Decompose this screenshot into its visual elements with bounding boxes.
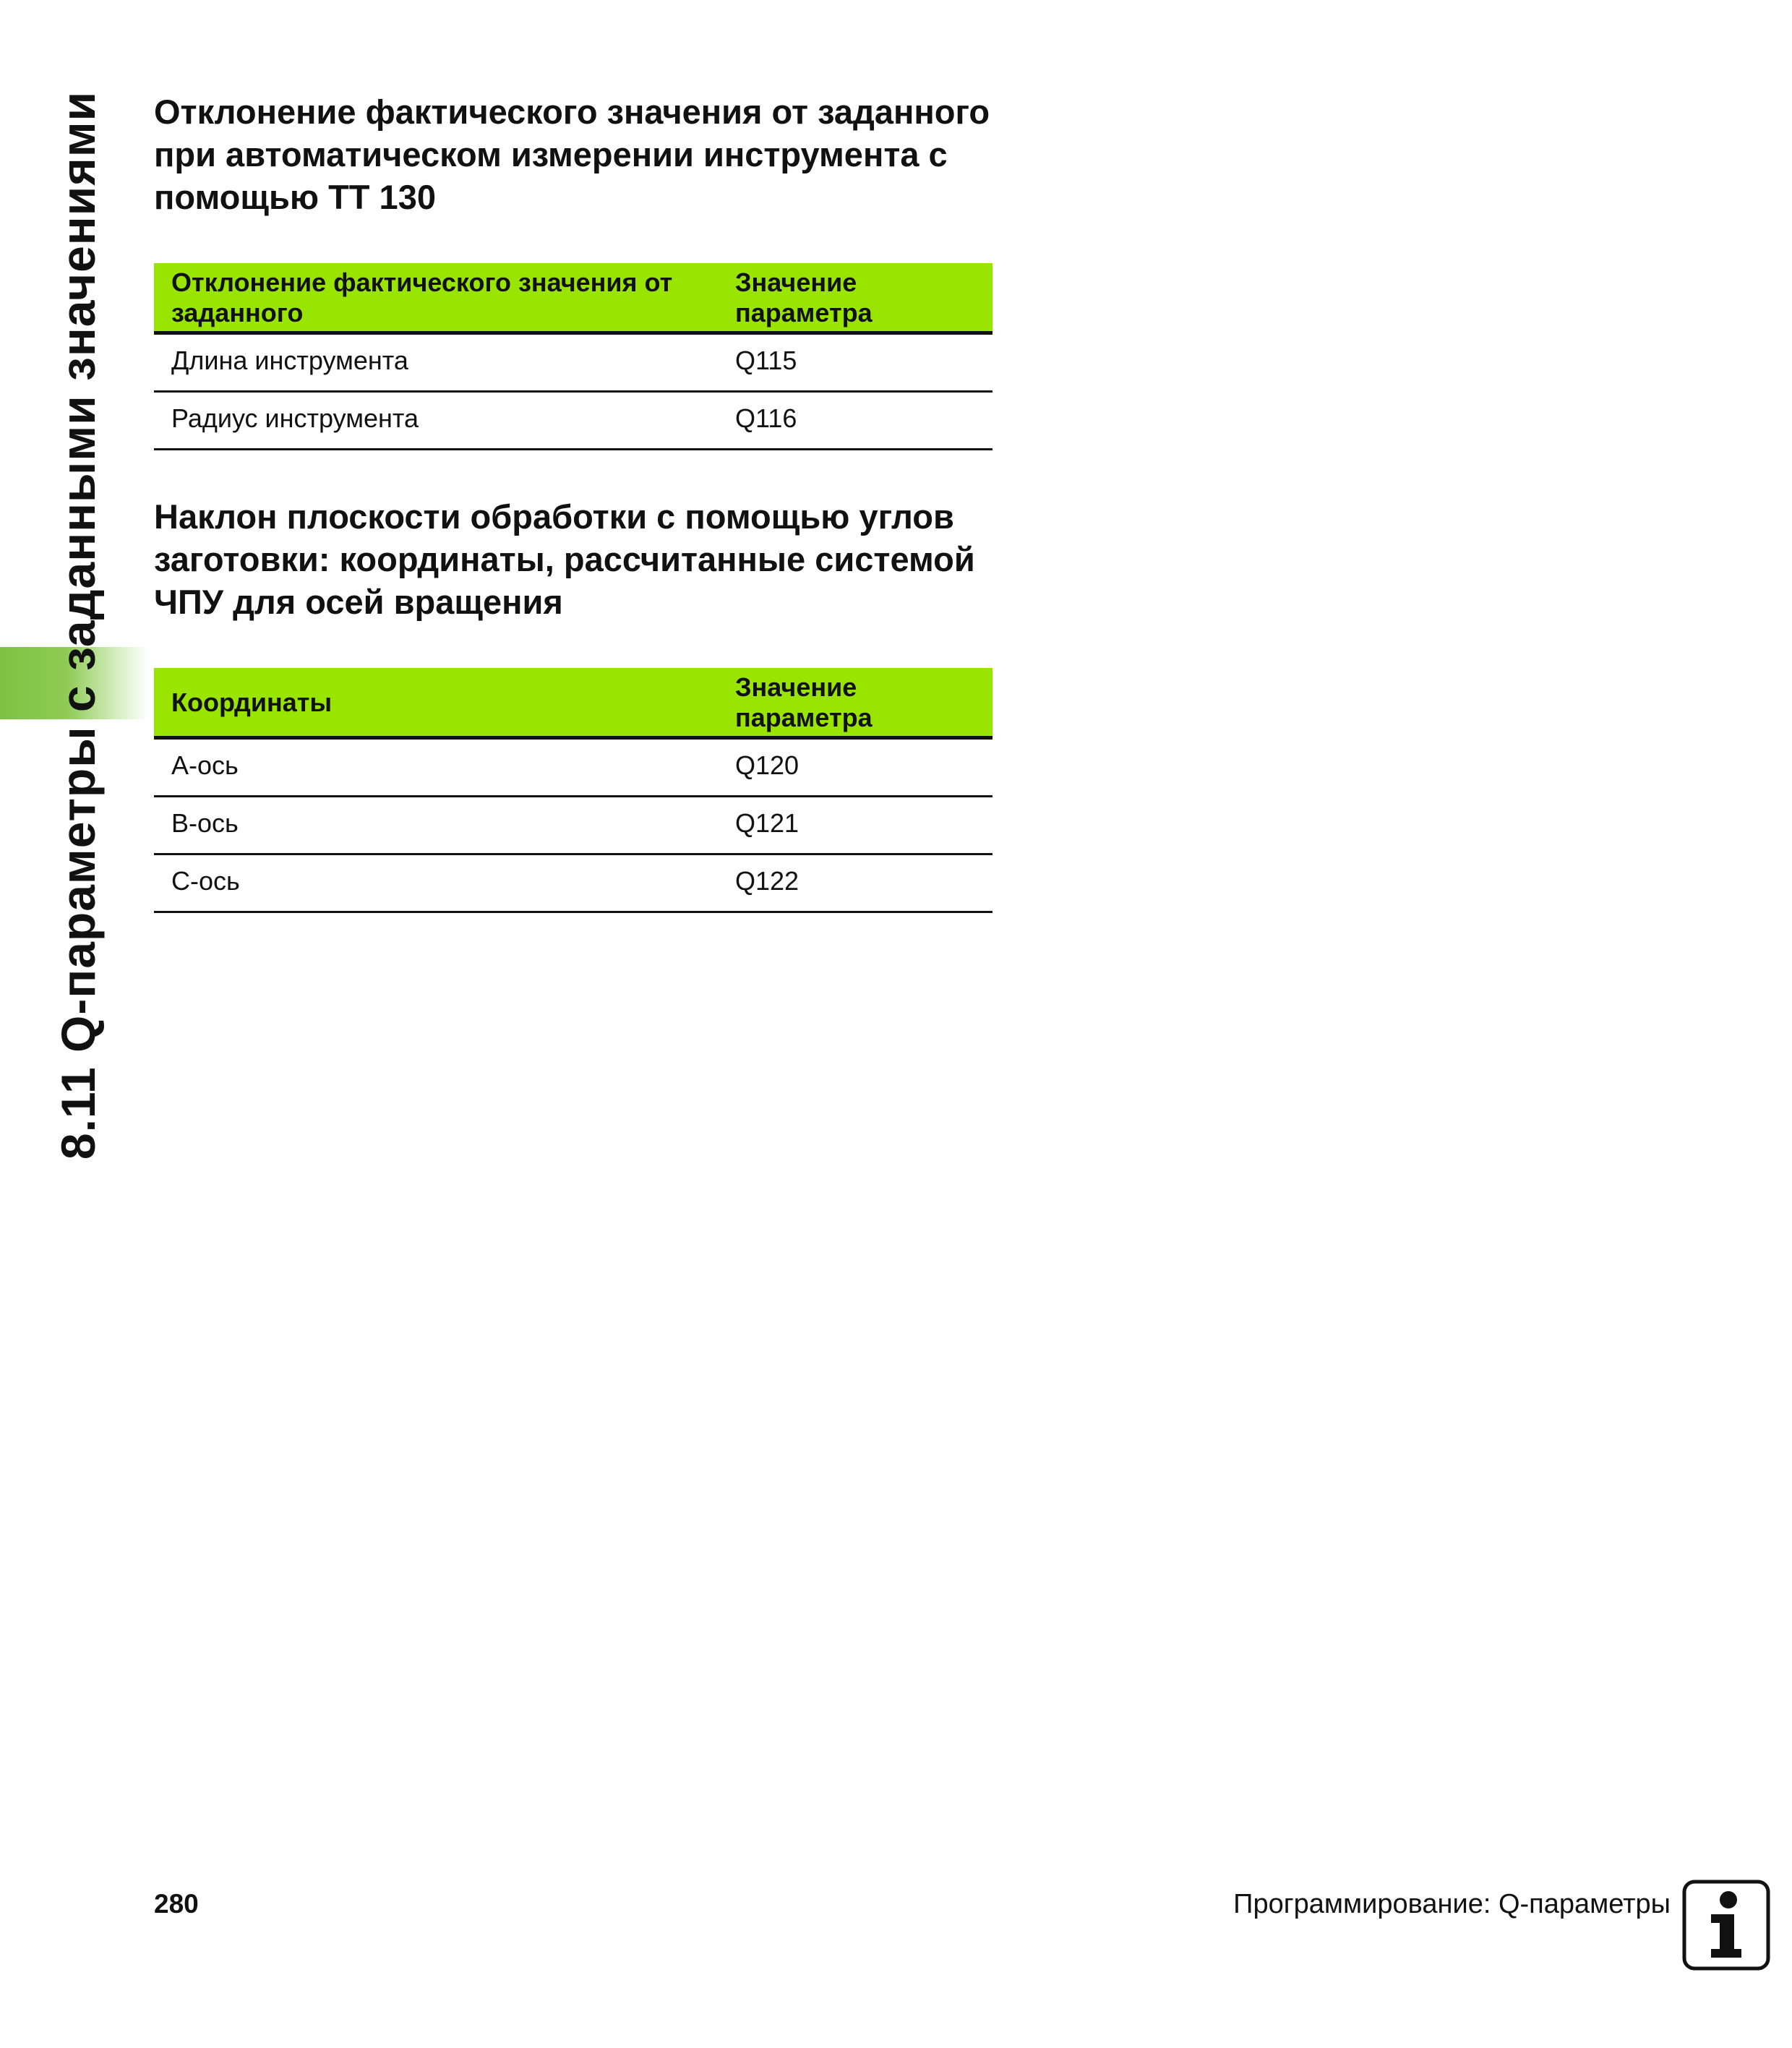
table-cell-name: Длина инструмента xyxy=(154,333,718,392)
section-heading-deviation: Отклонение фактического значения от заданного при автоматическом измерении инструмента с помощью TT 130 xyxy=(154,93,990,216)
table-cell-name: C-ось xyxy=(154,854,718,912)
table-row xyxy=(154,392,993,450)
table-cell-name: A-ось xyxy=(154,738,718,797)
chapter-side-title: 8.11 Q-параметры с заданными значениями xyxy=(51,90,105,1160)
table-cell-parameter: Q116 xyxy=(718,392,993,450)
table-header-row xyxy=(154,263,993,333)
table-cell-name: Радиус инструмента xyxy=(154,392,718,450)
table-rotary-axis-coordinates xyxy=(154,668,993,913)
info-icon xyxy=(1682,1880,1770,1971)
table-cell-parameter: Q121 xyxy=(718,797,993,854)
table-row xyxy=(154,738,993,797)
page-number: 280 xyxy=(154,1889,199,1919)
table-deviation-parameters xyxy=(154,263,993,450)
table-cell-parameter: Q122 xyxy=(718,854,993,912)
table-cell-parameter: Q120 xyxy=(718,738,993,797)
table-header-row xyxy=(154,668,993,738)
footer-chapter-text: Программирование: Q-параметры xyxy=(1233,1889,1671,1919)
table-cell-parameter: Q115 xyxy=(718,333,993,392)
main-content xyxy=(154,90,993,913)
table-row xyxy=(154,854,993,912)
column-header: Значение параметра xyxy=(718,668,993,738)
table-row xyxy=(154,333,993,392)
table-row xyxy=(154,797,993,854)
column-header: Отклонение фактического значения от заданного xyxy=(154,263,718,333)
section-heading-tilt: Наклон плоскости обработки с помощью углов заготовки: координаты, рассчитанные системой ЧПУ для осей вращения xyxy=(154,497,975,621)
column-header: Значение параметра xyxy=(718,263,993,333)
table-cell-name: B-ось xyxy=(154,797,718,854)
column-header: Координаты xyxy=(154,668,718,738)
